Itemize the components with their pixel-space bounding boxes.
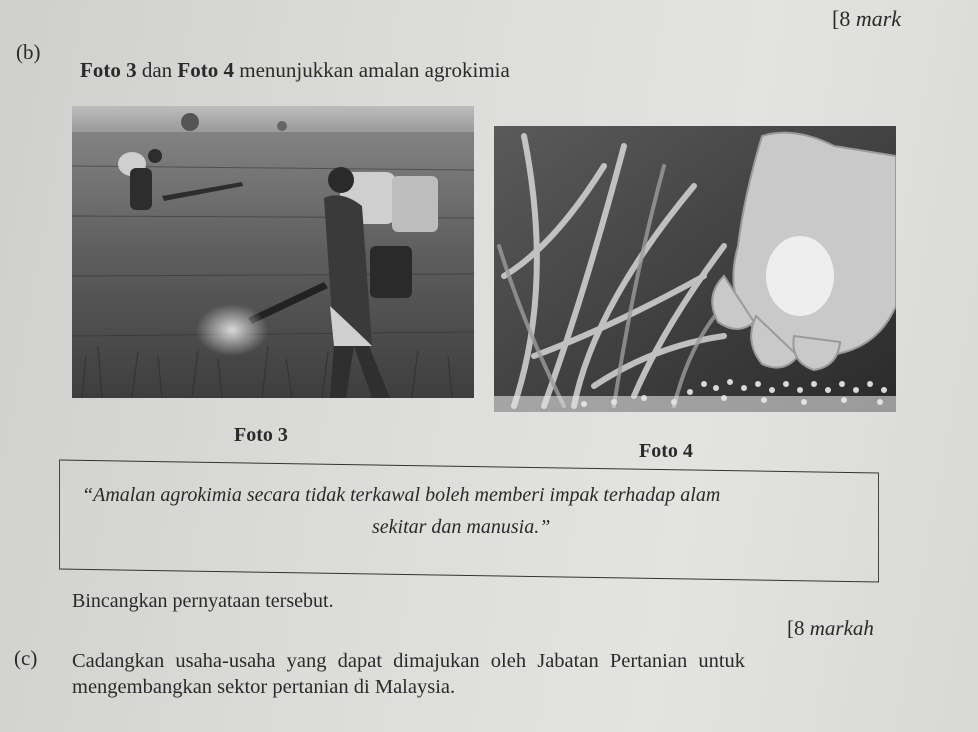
quote-line-1: “Amalan agrokimia secara tidak terkawal boleh memberi impak terhadap alam xyxy=(82,484,721,506)
quote-line-2: sekitar dan manusia.” xyxy=(372,516,551,538)
question-b-label: (b) xyxy=(16,40,41,64)
photo-4-fertilizer-application xyxy=(494,126,896,412)
photo-3-caption: Foto 3 xyxy=(234,424,288,446)
previous-marks-label: [8 mark xyxy=(832,6,902,31)
marks-label-b: [8 markah xyxy=(787,616,874,640)
instruction-text: Bincangkan pernyataan tersebut. xyxy=(72,590,334,612)
question-c-line-1: Cadangkan usaha-usaha yang dapat dimajukan oleh Jabatan Pertanian untuk xyxy=(72,650,746,672)
photo-3-pesticide-spraying xyxy=(72,106,474,398)
question-b-text: Foto 3 dan Foto 4 menunjukkan amalan agrokimia xyxy=(80,58,510,82)
question-c-line-2: mengembangkan sektor pertanian di Malaysia. xyxy=(72,676,456,698)
photo-4-caption: Foto 4 xyxy=(639,440,693,462)
question-c-label: (c) xyxy=(14,646,38,670)
